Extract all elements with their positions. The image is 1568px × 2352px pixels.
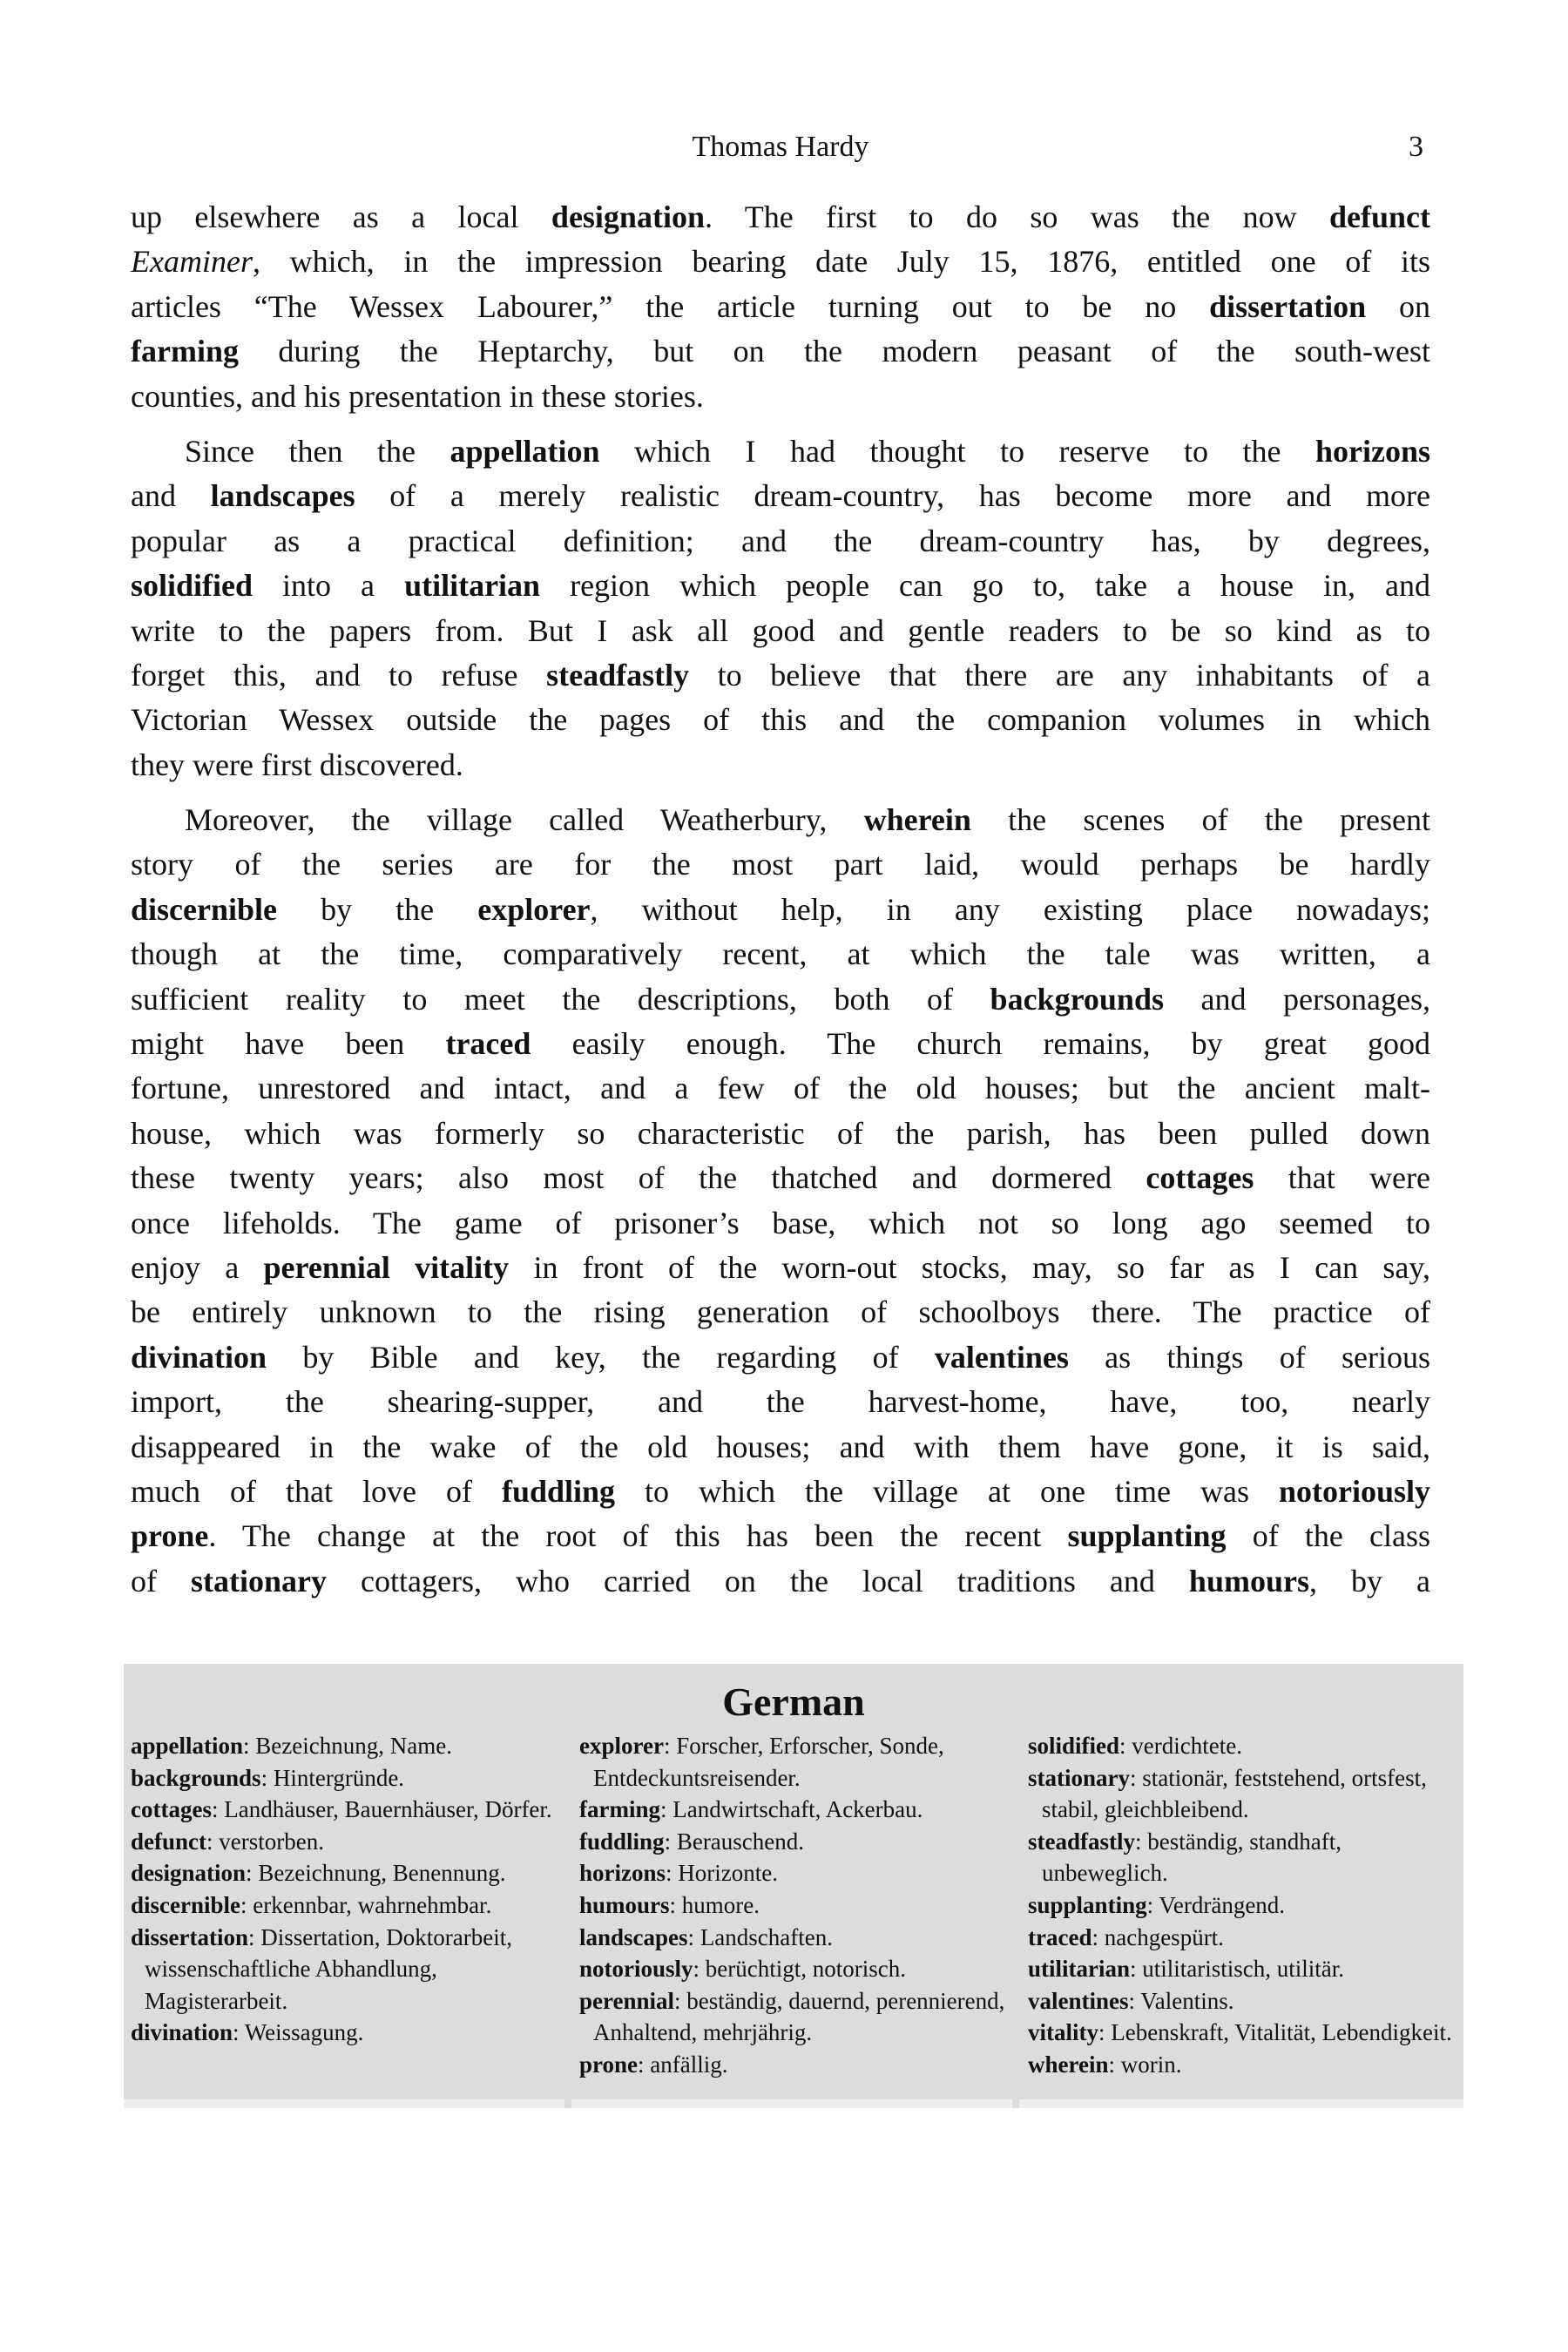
vocabulary-word: horizons (1315, 433, 1430, 469)
glossary-definition: verstorben. (213, 1828, 324, 1855)
text-run: which I had thought to reserve to the (599, 433, 1315, 469)
glossary-entry (1028, 2017, 1463, 2049)
text-run: the scenes of the present (970, 802, 1430, 838)
text-line (131, 429, 1430, 474)
glossary-entry (579, 1794, 1015, 1826)
text-run: though at the time, comparatively recent, at which the tale was written, a (131, 936, 1430, 972)
text-line (131, 1335, 1430, 1380)
text-line (131, 195, 1430, 240)
glossary-term: notoriously : (579, 1956, 700, 1982)
paragraph (131, 798, 1430, 1604)
text-run: to which the village at one time was (615, 1473, 1279, 1509)
glossary-term: cottages : (131, 1796, 218, 1822)
glossary-definition: Bezeichnung, Name. (249, 1733, 452, 1759)
glossary-entry (1028, 1953, 1463, 1985)
glossary-term: prone : (579, 2051, 645, 2078)
text-run: these twenty years; also most of the thatched and dormered (131, 1160, 1146, 1196)
vocabulary-word: dissertation (1209, 288, 1367, 324)
page-number: 3 (1409, 131, 1423, 163)
text-run: during the Heptarchy, but on the modern peasant of the south-west (238, 334, 1430, 369)
vocabulary-word: backgrounds (990, 981, 1164, 1017)
text-run: much of that love of (131, 1473, 502, 1509)
vocabulary-word: defunct (1329, 199, 1430, 234)
glossary-definition: Landhäuser, Bauernhäuser, Dörfer. (218, 1796, 552, 1823)
text-line (131, 375, 1430, 419)
text-run: by Bible and key, the regarding of (267, 1339, 935, 1375)
text-line (131, 240, 1430, 284)
glossary-definition: Landschaften. (694, 1923, 833, 1950)
text-run: of a merely realistic dream-country, has become more and more (355, 478, 1430, 514)
text-run: they were first discovered. (131, 747, 463, 782)
text-line (131, 798, 1430, 842)
vocabulary-word: prone (131, 1518, 209, 1554)
vocabulary-word: appellation (449, 433, 600, 469)
text-run: fortune, unrestored and intact, and a few of the old houses; but the ancient malt- (131, 1071, 1430, 1106)
vocabulary-word: divination (131, 1339, 267, 1375)
glossary-definition: Landwirtschaft, Ackerbau. (666, 1796, 923, 1823)
text-run: be entirely unknown to the rising generation of schoolboys there. The practice of (131, 1294, 1430, 1330)
glossary-term: humours : (579, 1892, 676, 1918)
text-line (131, 842, 1430, 887)
glossary-entry (579, 1889, 1015, 1922)
glossary-term: perennial : (579, 1988, 681, 2014)
glossary-entry (1028, 1826, 1463, 1889)
vocabulary-word: farming (131, 334, 239, 369)
glossary-term: backgrounds : (131, 1765, 267, 1791)
body-text (131, 195, 1430, 1614)
glossary-column-3 (1028, 1730, 1463, 2081)
paragraph (131, 195, 1430, 419)
vocabulary-word: solidified (131, 568, 253, 604)
text-run: in front of the worn-out stocks, may, so far as I can say, (509, 1249, 1430, 1285)
vocabulary-word: explorer (477, 891, 591, 927)
text-run: up elsewhere as a local (131, 199, 551, 234)
glossary-definition: verdichtete. (1125, 1733, 1242, 1759)
text-line (131, 609, 1430, 653)
glossary-footer-strip (124, 2099, 564, 2108)
glossary-term: explorer : (579, 1733, 670, 1759)
text-line (131, 653, 1430, 698)
glossary-definition: utilitaristisch, utilitär. (1136, 1956, 1345, 1983)
text-run: . The first to do so was the now (704, 199, 1329, 234)
vocabulary-word: utilitarian (404, 568, 541, 604)
text-run: on (1366, 288, 1431, 324)
glossary-entry (1028, 1730, 1463, 1762)
glossary-term: designation : (131, 1860, 253, 1886)
text-run: by the (277, 891, 478, 927)
glossary-definition: Berauschend. (671, 1828, 805, 1855)
text-line (131, 1201, 1430, 1246)
glossary-term: farming : (579, 1796, 667, 1822)
vocabulary-word: traced (445, 1026, 531, 1062)
glossary-definition: Dissertation, Doktorarbeit, wissenschaftliche Abhandlung, Magisterarbeit. (145, 1923, 512, 2014)
glossary-definition: beständig, standhaft, unbeweglich. (1042, 1828, 1342, 1887)
text-run: story of the series are for the most part laid, would perhaps be hardly (131, 847, 1430, 882)
glossary-entry (1028, 1922, 1463, 1954)
glossary-term: valentines : (1028, 1988, 1135, 2014)
glossary-definition: Horizonte. (672, 1860, 778, 1887)
text-line (131, 329, 1430, 374)
vocabulary-word: cottages (1146, 1160, 1254, 1196)
glossary-definition: erkennbar, wahrnehmbar. (247, 1891, 492, 1918)
glossary-definition: Hintergründe. (267, 1764, 405, 1791)
vocabulary-word: designation (551, 199, 705, 234)
vocabulary-word: notoriously (1278, 1473, 1431, 1509)
text-run: , by a (1308, 1563, 1430, 1598)
glossary-entry (131, 1762, 566, 1794)
glossary-definition: humore. (676, 1891, 760, 1918)
glossary-term: vitality : (1028, 2019, 1105, 2045)
glossary-term: steadfastly : (1028, 1828, 1142, 1855)
text-run: disappeared in the wake of the old houses; and with them have gone, it is said, (131, 1429, 1430, 1464)
glossary-entry (1028, 1889, 1463, 1922)
glossary-term: solidified : (1028, 1733, 1126, 1759)
glossary-title: German (722, 1680, 865, 1724)
text-line (131, 1470, 1430, 1514)
text-line (131, 1246, 1430, 1290)
text-run: write to the papers from. But I ask all good and gentle readers to be so kind as to (131, 612, 1430, 648)
text-line (131, 932, 1430, 977)
text-run: and personages, (1163, 981, 1431, 1017)
text-run: region which people can go to, take a house in, and (540, 568, 1430, 604)
text-run: once lifeholds. The game of prisoner’s base, which not so long ago seemed to (131, 1205, 1430, 1240)
glossary-column-1 (131, 1730, 566, 2049)
text-run: forget this, and to refuse (131, 657, 547, 693)
text-run: articles “The Wessex Labourer,” the article turning out to be no (131, 288, 1210, 324)
text-line (131, 1112, 1430, 1156)
text-run: , which, in the impression bearing date July 15, 1876, entitled one of its (252, 244, 1430, 280)
glossary-entry (1028, 2049, 1463, 2081)
glossary-definition: beständig, dauernd, perennierend, Anhaltend, mehrjährig. (593, 1987, 1005, 2046)
glossary-entry (579, 1953, 1015, 1985)
text-line (131, 977, 1430, 1022)
text-run: easily enough. The church remains, by great good (531, 1026, 1430, 1062)
text-line (131, 1066, 1430, 1111)
glossary-definition: stationär, feststehend, ortsfest, stabil, gleichbleibend. (1042, 1764, 1427, 1823)
glossary-entry (131, 1889, 566, 1922)
text-line (131, 564, 1430, 608)
text-line (131, 888, 1430, 932)
text-line (131, 1380, 1430, 1424)
glossary-term: appellation : (131, 1733, 250, 1759)
text-line (131, 1425, 1430, 1470)
glossary-term: divination : (131, 2019, 240, 2045)
text-run: might have been (131, 1026, 446, 1062)
glossary-entry (131, 1794, 566, 1826)
vocabulary-word: humours (1188, 1563, 1309, 1598)
paragraph (131, 429, 1430, 787)
glossary-definition: nachgespürt. (1098, 1923, 1224, 1950)
vocabulary-word: landscapes (210, 478, 355, 514)
glossary-definition: Verdrängend. (1153, 1891, 1286, 1918)
text-run: as things of serious (1068, 1339, 1430, 1375)
glossary-definition: Lebenskraft, Vitalität, Lebendigkeit. (1105, 2019, 1452, 2046)
text-line (131, 285, 1430, 329)
vocabulary-word: wherein (863, 802, 971, 838)
text-run: and (131, 478, 211, 514)
text-run: Since then the (185, 433, 450, 469)
glossary-entry (579, 1922, 1015, 1954)
glossary-footer-strip (571, 2099, 1012, 2108)
glossary-term: horizons : (579, 1860, 672, 1886)
text-run: counties, and his presentation in these stories. (131, 378, 704, 414)
glossary-entry (579, 1730, 1015, 1794)
text-run: . The change at the root of this has been the recent (208, 1518, 1068, 1554)
glossary-definition: Weissagung. (239, 2019, 364, 2046)
text-line (131, 1290, 1430, 1335)
glossary-definition: berüchtigt, notorisch. (700, 1956, 906, 1983)
vocabulary-word: discernible (131, 891, 277, 927)
glossary-term: discernible : (131, 1892, 247, 1918)
running-head-title: Thomas Hardy (692, 131, 869, 163)
text-run: into a (253, 568, 405, 604)
text-run: popular as a practical definition; and the dream-country has, by degrees, (131, 523, 1430, 558)
text-line (131, 519, 1430, 564)
text-run: of the class (1226, 1518, 1430, 1554)
glossary-entry (579, 1826, 1015, 1858)
glossary-definition: Bezeichnung, Benennung. (252, 1860, 506, 1887)
text-line (131, 1514, 1430, 1558)
glossary-entry (1028, 1762, 1463, 1826)
glossary-column-2 (579, 1730, 1015, 2081)
glossary-definition: Forscher, Erforscher, Sonde, Entdeckuntsreisender. (593, 1733, 944, 1791)
text-line (131, 743, 1430, 787)
glossary-term: stationary : (1028, 1765, 1137, 1791)
vocabulary-word: perennial vitality (263, 1249, 510, 1285)
glossary-term: landscapes : (579, 1924, 694, 1950)
text-run: of (131, 1563, 192, 1598)
glossary-term: fuddling : (579, 1828, 671, 1855)
glossary-entry (1028, 1985, 1463, 2017)
text-run: that were (1254, 1160, 1430, 1196)
text-run: , without help, in any existing place nowadays; (590, 891, 1430, 927)
glossary-entry (579, 1857, 1015, 1889)
glossary-term: traced : (1028, 1924, 1098, 1950)
text-run: sufficient reality to meet the descriptions, both of (131, 981, 990, 1017)
glossary-entry (131, 2017, 566, 2049)
glossary-term: dissertation : (131, 1924, 255, 1950)
glossary-entry (131, 1730, 566, 1762)
italic-text: Examiner (131, 244, 253, 280)
glossary-definition: worin. (1115, 2051, 1182, 2078)
vocabulary-word: valentines (934, 1339, 1069, 1375)
text-run: cottagers, who carried on the local traditions and (327, 1563, 1189, 1598)
glossary-entry (579, 2049, 1015, 2081)
glossary-entry (131, 1857, 566, 1889)
text-line (131, 1156, 1430, 1200)
text-line (131, 474, 1430, 518)
glossary-term: defunct : (131, 1828, 213, 1855)
text-run: to believe that there are any inhabitants of a (689, 657, 1430, 693)
text-run: Moreover, the village called Weatherbury, (185, 802, 864, 838)
text-line (131, 1022, 1430, 1066)
text-run: import, the shearing-supper, and the harvest-home, have, too, nearly (131, 1384, 1430, 1420)
vocabulary-word: stationary (191, 1563, 328, 1598)
text-run: house, which was formerly so characteristic of the parish, has been pulled down (131, 1115, 1430, 1151)
glossary-term: utilitarian : (1028, 1956, 1137, 1982)
glossary-definition: anfällig. (644, 2051, 728, 2078)
vocabulary-word: steadfastly (546, 657, 690, 693)
vocabulary-word: fuddling (501, 1473, 616, 1509)
glossary-box (124, 1664, 1463, 2108)
glossary-entry (579, 1985, 1015, 2049)
text-run: enjoy a (131, 1249, 264, 1285)
glossary-footer-strip (1019, 2099, 1463, 2108)
text-run: Victorian Wessex outside the pages of this and the companion volumes in which (131, 702, 1430, 738)
vocabulary-word: supplanting (1067, 1518, 1227, 1554)
running-head (131, 131, 1430, 171)
glossary-term: supplanting : (1028, 1892, 1153, 1918)
glossary-entry (131, 1826, 566, 1858)
glossary-entry (131, 1922, 566, 2017)
text-line (131, 1559, 1430, 1604)
text-line (131, 698, 1430, 742)
glossary-definition: Valentins. (1135, 1987, 1234, 2014)
glossary-term: wherein : (1028, 2051, 1115, 2078)
